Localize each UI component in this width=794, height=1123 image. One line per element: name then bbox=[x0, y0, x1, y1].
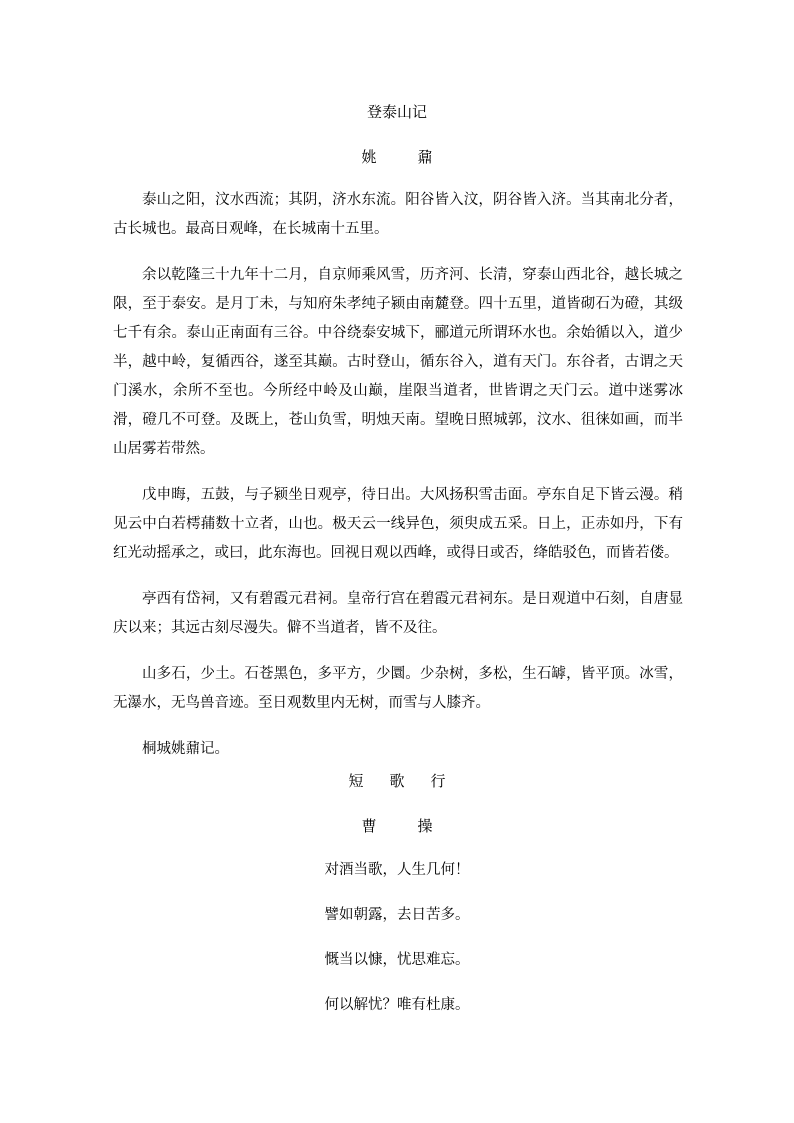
poem-title: 短歌行 bbox=[348, 772, 472, 790]
essay-paragraph-3: 戊申晦，五鼓，与子颍坐日观亭，待日出。大风扬积雪击面。亭东自足下皆云漫。稍见云中白若樗蒱数十立者，山也。极天云一线异色，须臾成五采。日上，正赤如丹，下有红光动摇承之，或曰，此东海也。回视日观以西峰，或得日或否，绛皓驳色，而皆若偻。 bbox=[113, 487, 683, 561]
poem-line-3: 慨当以慷，忧思难忘。 bbox=[324, 952, 470, 968]
essay-paragraph-4: 亭西有岱祠，又有碧霞元君祠。皇帝行宫在碧霞元君祠东。是日观道中石刻，自唐显庆以来；其远古刻尽漫失。僻不当道者，皆不及往。 bbox=[113, 591, 683, 636]
essay-author: 姚 鼐 bbox=[361, 148, 446, 166]
essay-paragraph-5: 山多石，少土。石苍黑色，多平方，少圜。少杂树，多松，生石罅，皆平顶。冰雪，无瀑水，无鸟兽音迹。至日观数里内无树，而雪与人膝齐。 bbox=[113, 666, 683, 711]
poem-line-2: 譬如朝露，去日苦多。 bbox=[324, 907, 470, 923]
essay-signoff: 桐城姚鼐记。 bbox=[142, 741, 229, 757]
essay-paragraph-1: 泰山之阳，汶水西流；其阴，济水东流。阳谷皆入汶，阴谷皆入济。当其南北分者，古长城也。最高日观峰，在长城南十五里。 bbox=[113, 192, 683, 237]
poem-body bbox=[0, 859, 794, 1039]
essay-paragraph-2: 余以乾隆三十九年十二月，自京师乘风雪，历齐河、长清，穿泰山西北谷，越长城之限，至于泰安。是月丁未，与知府朱孝纯子颍由南麓登。四十五里，道皆砌石为磴，其级七千有余。泰山正南面有三谷。中谷绕泰安城下，郦道元所谓环水也。余始循以入，道少半，越中岭，复循西谷，遂至其巅。古时登山，循东谷入，道有天门。东谷者，古谓之天门溪水，余所不至也。今所经中岭及山巅，崖限当道者，世皆谓之天门云。道中迷雾冰滑，磴几不可登。及既上，苍山负雪，明烛天南。望晚日照城郭，汶水、徂徕如画，而半山居雾若带然。 bbox=[113, 267, 683, 457]
essay-title: 登泰山记 bbox=[366, 103, 427, 121]
poem-line-1: 对酒当歌，人生几何！ bbox=[324, 862, 470, 878]
essay-body bbox=[113, 186, 683, 764]
poem-author: 曹 操 bbox=[361, 817, 446, 835]
poem-line-4: 何以解忧？唯有杜康。 bbox=[324, 997, 470, 1013]
